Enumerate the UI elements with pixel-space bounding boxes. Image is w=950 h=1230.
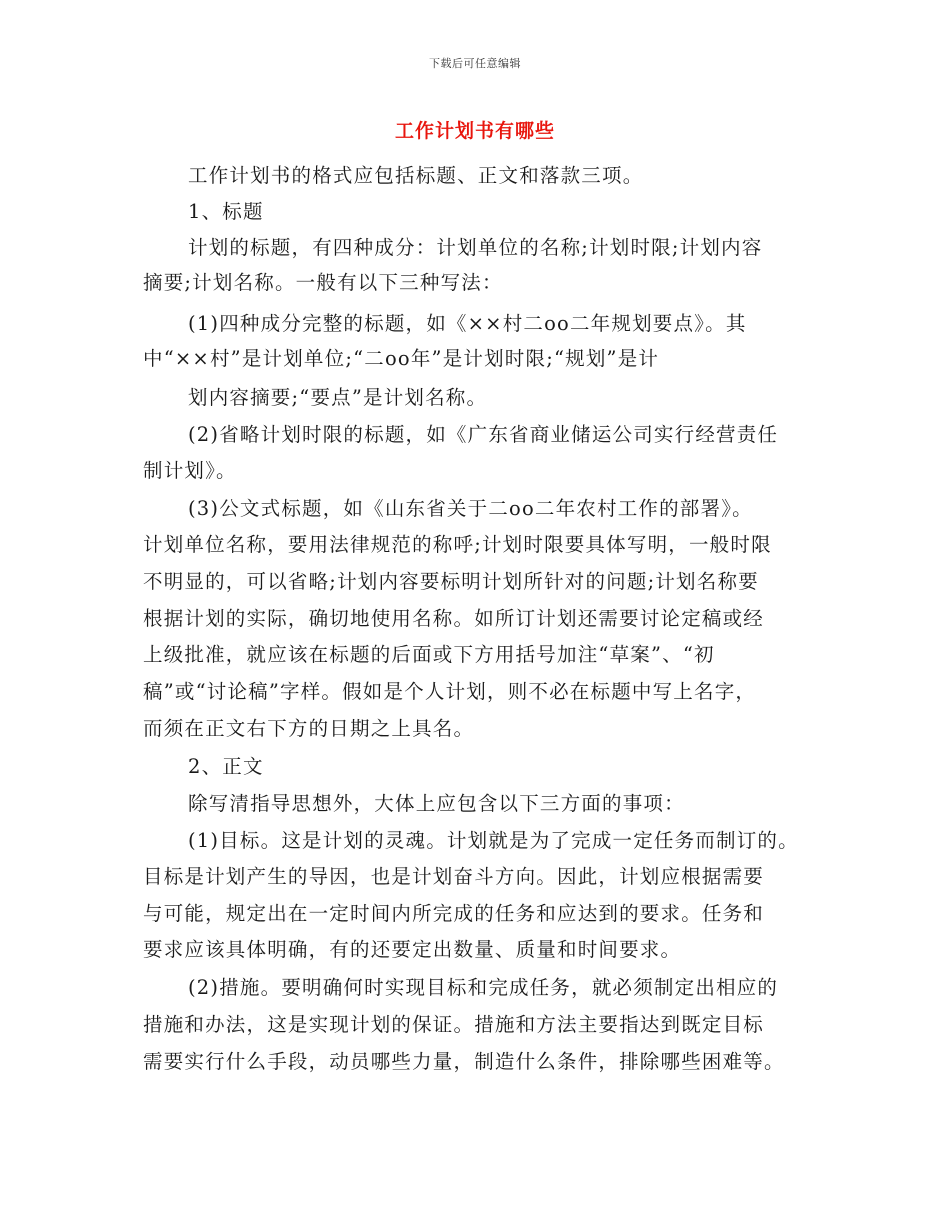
- body-line: 措施和办法，这是实现计划的保证。措施和方法主要指达到既定目标: [143, 1013, 765, 1036]
- body-line: (2)省略计划时限的标题，如《广东省商业储运公司实行经营责任: [188, 423, 779, 446]
- body-line: 工作计划书的格式应包括标题、正文和落款三项。: [188, 164, 644, 187]
- body-line: 中“××村”是计划单位;“二oo年”是计划时限;“规划”是计: [143, 347, 660, 370]
- section-heading-body: 2、正文: [188, 755, 264, 778]
- body-line: 制计划》。: [143, 459, 237, 482]
- body-line: 计划的标题，有四种成分：计划单位的名称;计划时限;计划内容: [188, 236, 763, 259]
- body-line: (1)目标。这是计划的灵魂。计划就是为了完成一定任务而制订的。: [188, 829, 799, 852]
- body-line: 需要实行什么手段，动员哪些力量，制造什么条件，排除哪些困难等。: [143, 1050, 785, 1073]
- body-line: 计划单位名称，要用法律规范的称呼;计划时限要具体写明，一般时限: [143, 533, 772, 556]
- body-line: 根据计划的实际，确切地使用名称。如所订计划还需要讨论定稿或经: [143, 607, 765, 630]
- body-line: (3)公文式标题，如《山东省关于二oo二年农村工作的部署》。: [188, 497, 753, 520]
- body-line: 摘要;计划名称。一般有以下三种写法：: [143, 271, 503, 294]
- body-line: 目标是计划产生的导因，也是计划奋斗方向。因此，计划应根据需要: [143, 865, 765, 888]
- body-line: 除写清指导思想外，大体上应包含以下三方面的事项：: [188, 792, 685, 815]
- body-line: (2)措施。要明确何时实现目标和完成任务，就必须制定出相应的: [188, 976, 779, 999]
- document-title: 工作计划书有哪些: [394, 120, 555, 142]
- body-line: 稿”或“讨论稿”字样。假如是个人计划，则不必在标题中写上名字，: [143, 680, 757, 703]
- body-line: (1)四种成分完整的标题，如《××村二oo二年规划要点》。其: [188, 312, 747, 335]
- body-line: 上级批准，就应该在标题的后面或下方用括号加注“草案”、“初: [143, 643, 715, 666]
- body-line: 与可能，规定出在一定时间内所完成的任务和应达到的要求。任务和: [143, 902, 765, 925]
- page-header-note: 下载后可任意编辑: [429, 57, 521, 70]
- body-line: 而须在正文右下方的日期之上具名。: [143, 717, 475, 740]
- section-heading-title: 1、标题: [188, 200, 264, 223]
- body-line: 要求应该具体明确，有的还要定出数量、质量和时间要求。: [143, 938, 682, 961]
- body-line: 不明显的，可以省略;计划内容要标明计划所针对的问题;计划名称要: [143, 570, 759, 593]
- body-line: 划内容摘要;“要点”是计划名称。: [188, 386, 488, 409]
